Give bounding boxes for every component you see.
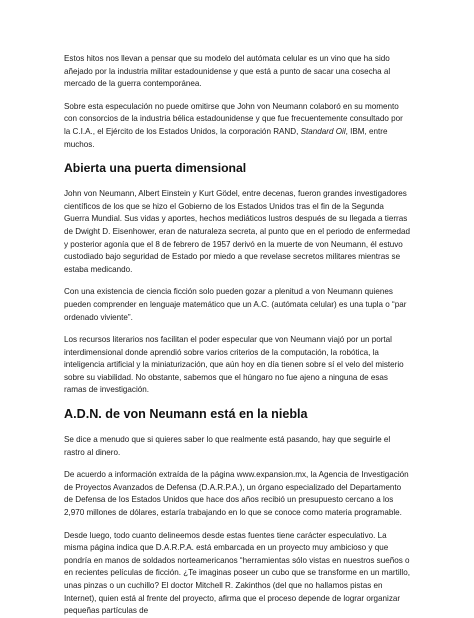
paragraph-consultancy-end: , IBM, entre muchos. xyxy=(64,126,388,149)
standard-oil-italic: Standard Oil xyxy=(300,126,346,136)
paragraph-darpa-budget: De acuerdo a información extraída de la página www.expansion.mx, la Agencia de Investigación de Proyectos Avanzados de Defensa (D.A.R.P.A.), un órgano especializado del Departamento de Defensa de los Estados Unidos que hace dos años recibió un presupuesto cercano a los 2,970 millones de dólares, estaría trabajando en lo que se conoce como materia programable. xyxy=(64,470,409,518)
paragraph-consultancy xyxy=(64,101,410,151)
paragraph-science-fiction: Con una existencia de ciencia ficción solo pueden gozar a plenitud a von Neumann quienes pueden comprender en lenguaje matemático que un A.C. (autómata celular) es una tupla o “par ordenado viviente”. xyxy=(64,287,407,322)
section-heading-dna-fog: A.D.N. de von Neumann está en la niebla xyxy=(64,407,308,422)
paragraph-darpa-project: Desde luego, todo cuanto delineemos desde estas fuentes tiene carácter especulativo. La misma página indica que D.A.R.P.A. está embarcada en un proyecto muy ambicioso y que pondría en manos de soldados norteamericanos “herramientas sólo vistas en nuestros sueños o en recientes películas de ficción. ¿Te imaginas poseer un cubo que se transforme en un martillo, unas pinzas o un cuchillo? El doctor Mitchell R. Zakinthos (del que no hallamos pistas en Internet), quien está al frente del proyecto, afirma que el proceso depende de lograr organizar pequeñas partículas de xyxy=(64,530,410,616)
paragraph-literary-resources: Los recursos literarios nos facilitan el poder especular que von Neumann viajó por un portal interdimensional donde aprendió sobre varios criterios de la computación, la robótica, la inteligencia artificial y la miniaturización, que aún hoy en día tienen sobre sí el velo del misterio sobre su viabilidad. No obstante, sabemos que el húngaro no fue ajeno a ninguna de esas ramas de investigación. xyxy=(64,335,404,395)
section-heading-dimensional-door: Abierta una puerta dimensional xyxy=(64,161,247,176)
paragraph-intro: Estos hitos nos llevan a pensar que su modelo del autómata celular es un vino que ha sido añejado por la industria militar estadounidense y que está a punto de sacar una cosecha al mercado de la guerra contemporánea. xyxy=(64,54,391,89)
paragraph-scientists: John von Neumann, Albert Einstein y Kurt Gödel, entre decenas, fueron grandes investigadores científicos de los que se hizo el Gobierno de los Estados Unidos tras el fin de la Segunda Guerra Mundial. Sus vidas y aportes, hechos mediáticos lustros después de su llegada a tierras de Dwight D. Eisenhower, eran de naturaleza secreta, al punto que en el periodo de enfermedad y posterior agonía que el 8 de febrero de 1957 derivó en la muerte de von Neumann, él estuvo custodiado bajo seguridad de Estado por miedo a que revelase secretos militares mientras se estaba medicando. xyxy=(64,189,411,274)
paragraph-consultancy-text: Sobre esta especulación no puede omitirse que John von Neumann colaboró en su momento con consorcios de la industria bélica estadounidense y que fue frecuentemente consultado por la C.I.A., el Ejército de los Estados Unidos, la corporación RAND, xyxy=(64,101,403,136)
paragraph-follow-money: Se dice a menudo que si quieres saber lo que realmente está pasando, hay que seguirle el rastro al dinero. xyxy=(64,435,391,457)
